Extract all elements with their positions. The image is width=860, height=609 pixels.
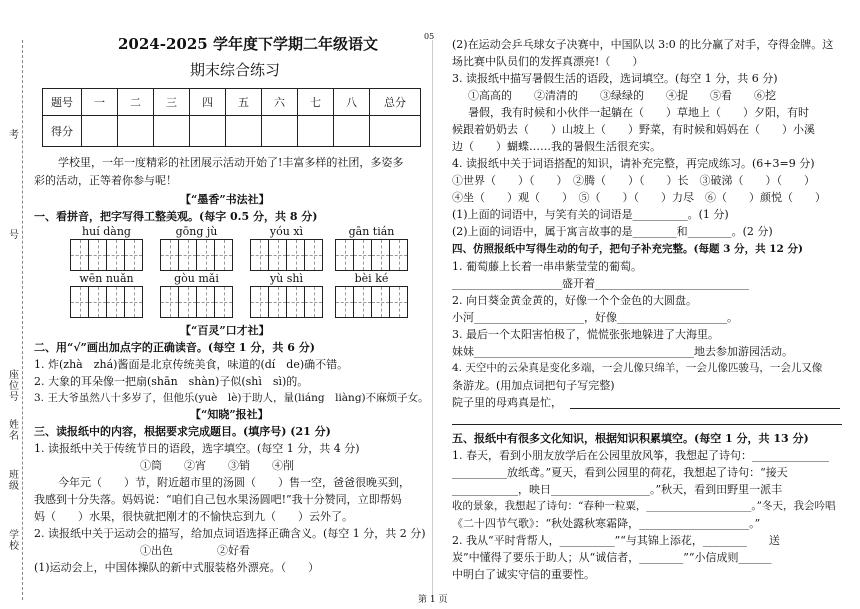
binding-line xyxy=(22,40,23,600)
q3-title: 三、读报纸中的内容，根据要求完成题目。(填序号) (21 分) xyxy=(34,425,331,438)
q4-4-example-1: 4. 天空中的云朵真是变化多端，一会儿像只绵羊，一会儿像匹骏马，一会儿又像 xyxy=(452,362,823,374)
score-cell: 七 xyxy=(298,89,334,116)
q5-1-line4: 收的景象，我想起了诗句：“春种一粒粟，____________________。”冬天，我会吟唱 xyxy=(452,500,836,512)
score-cell: 四 xyxy=(190,89,226,116)
q3-3-prompt: 3. 读报纸中描写暑假生活的语段，选词填空。(每空 1 分，共 6 分) xyxy=(452,72,778,85)
pinyin-label: wēn nuǎn xyxy=(79,272,134,285)
margin-label-class: 班级 xyxy=(9,470,19,492)
q5-1-line3: ____________，映日__________________。”秋天，看到田野里一派丰 xyxy=(452,483,783,496)
pinyin-box xyxy=(160,272,233,318)
score-cell: 题号 xyxy=(43,89,82,116)
q5-title: 五、报纸中有很多文化知识，根据知识积累填空。(每空 1 分，共 13 分) xyxy=(452,432,809,445)
writing-grid[interactable] xyxy=(335,239,408,271)
q3-3-options: ①高高的 ②清清的 ③绿绿的 ④捉 ⑤看 ⑥挖 xyxy=(468,89,776,102)
score-input[interactable] xyxy=(118,116,154,147)
margin-label-seat: 座位号 xyxy=(9,370,19,403)
club-heading-news: 【“知晓”报社】 xyxy=(190,408,269,421)
pinyin-label: yù shì xyxy=(269,272,304,285)
page-title: 2024-2025 学年度下学期二年级语文 xyxy=(118,35,378,53)
score-input[interactable] xyxy=(298,116,334,147)
q5-2-line3: 中明白了诚实守信的重要性。 xyxy=(452,568,595,581)
pinyin-label: huí dàng xyxy=(82,225,131,238)
pinyin-box xyxy=(70,225,143,271)
q4-title: 四、仿照报纸中写得生动的句子，把句子补充完整。(每题 3 分，共 12 分) xyxy=(452,243,803,255)
score-input[interactable] xyxy=(226,116,262,147)
writing-grid[interactable] xyxy=(250,239,323,271)
column-divider xyxy=(432,40,433,600)
q4-3-answer-line[interactable]: 妹妹________________________________________地去参加游园活动。 xyxy=(452,345,793,358)
score-input[interactable] xyxy=(262,116,298,147)
q4-3-example: 3. 最后一个太阳害怕极了，慌慌张张地躲进了大海里。 xyxy=(452,328,719,341)
page-code: 05 xyxy=(424,32,435,41)
pinyin-box xyxy=(335,272,408,318)
q5-1-line2: __________放纸鸢。”夏天，看到公园里的荷花，我想起了诗句：“接天 xyxy=(452,466,788,479)
score-cell: 三 xyxy=(154,89,190,116)
q5-1-line1: 1. 春天，看到小朋友放学后在公园里放风筝，我想起了诗句：______________ xyxy=(452,449,829,462)
score-table-header-row xyxy=(43,89,421,116)
q5-2-line2: 炭”中懂得了要乐于助人；从“诚信者，________”“小信成则______ xyxy=(452,551,772,564)
q3-1-passage-2: 我感到十分失落。妈妈说：“咱们自己包水果汤圆吧!”我十分赞同，立即帮妈 xyxy=(34,493,402,506)
intro-line-2: 彩的活动，正等着你参与呢！ xyxy=(34,174,177,187)
pinyin-label: gōng jù xyxy=(175,225,218,238)
margin-label-kao: 考 xyxy=(9,130,19,141)
q3-3-passage-3: 边（ ）蝴蝶……我的暑假生活很充实。 xyxy=(452,140,661,153)
q3-2-options: ①出色 ②好看 xyxy=(140,544,250,557)
page-footer: 第 1 页 xyxy=(418,595,448,605)
club-heading-speech: 【“百灵”口才社】 xyxy=(180,324,270,337)
pinyin-box xyxy=(160,225,233,271)
q4-4-example-2: 条游龙。(用加点词把句子写完整) xyxy=(452,379,615,392)
intro-line-1: 学校里，一年一度精彩的社团展示活动开始了!丰富多样的社团，多姿多 xyxy=(58,156,404,169)
club-heading-calligraphy: 【“墨香”书法社】 xyxy=(180,193,270,206)
q3-2-item-1: (1)运动会上，中国体操队的新中式服装格外漂亮。（ ） xyxy=(34,561,320,574)
q3-1-passage-1: 今年元（ ）节，附近超市里的汤圆（ ）售一空，爸爸很晚买到， xyxy=(58,476,410,489)
q3-2-item-2-line2: 场比赛中队员们的发挥真漂亮!（ ） xyxy=(452,55,644,68)
score-cell: 一 xyxy=(82,89,118,116)
score-row-label: 得分 xyxy=(43,116,82,147)
q3-1-passage-3: 妈（ ）水果，很快就把刚才的不愉快忘到九（ ）云外了。 xyxy=(34,510,353,523)
pinyin-box xyxy=(250,272,323,318)
q3-4-prompt: 4. 读报纸中关于词语搭配的知识，请补充完整，再完成练习。(6+3=9 分) xyxy=(452,157,815,170)
score-input[interactable] xyxy=(190,116,226,147)
q3-2-prompt: 2. 读报纸中关于运动会的描写，给加点词语选择正确含义。(每空 1 分，共 2 分) xyxy=(34,527,426,540)
pinyin-box xyxy=(250,225,323,271)
q3-1-options: ①筒 ②宵 ③销 ④削 xyxy=(140,459,294,472)
q5-1-line5: 《二十四节气歌》：“秋处露秋寒霜降，____________________。” xyxy=(452,517,761,530)
margin-label-name: 姓名 xyxy=(9,420,19,442)
q2-item-1: 1. 炸(zhà zhá)酱面是北京传统美食，味道的(dí de)确不错。 xyxy=(34,358,349,371)
q3-4-sub-1: (1)上面的词语中，与笑有关的词语是__________。(1 分) xyxy=(452,208,729,221)
pinyin-label: bèi ké xyxy=(354,272,389,285)
score-input[interactable] xyxy=(370,116,421,147)
writing-grid[interactable] xyxy=(335,286,408,318)
q3-3-passage-1: 暑假，我有时候和小伙伴一起躺在（ ）草地上（ ）夕阳，有时 xyxy=(468,106,809,119)
writing-grid[interactable] xyxy=(70,286,143,318)
writing-grid[interactable] xyxy=(160,286,233,318)
pinyin-box xyxy=(335,225,408,271)
score-cell: 八 xyxy=(334,89,370,116)
margin-label-school: 学校 xyxy=(9,530,19,552)
q3-3-passage-2: 候跟着奶奶去（ ）山坡上（ ）野菜，有时候和妈妈在（ ）小溪 xyxy=(452,123,815,136)
q4-1-answer-line[interactable]: ____________________盛开着____________________________ xyxy=(452,277,749,290)
margin-label-hao: 号 xyxy=(9,230,19,241)
q4-4-answer-start[interactable]: 院子里的母鸡真是忙， xyxy=(452,396,562,409)
q3-4-sub-2: (2)上面的词语中，属于寓言故事的是________和________。(2 分) xyxy=(452,225,773,238)
q3-4-row-1: ①世界（ ）（ ） ②腾（ ）（ ）长 ③破涕（ ）（ ） xyxy=(452,174,815,187)
writing-grid[interactable] xyxy=(70,239,143,271)
writing-grid[interactable] xyxy=(250,286,323,318)
pinyin-label: yóu xì xyxy=(269,225,304,238)
binding-margin xyxy=(0,0,28,609)
q2-item-3: 3. 王大爷虽然八十多岁了，但他乐(yuè lè)于助人，量(liáng liàng)不麻烦子女。 xyxy=(34,392,429,404)
score-cell: 六 xyxy=(262,89,298,116)
q3-4-row-2: ④坐（ ）观（ ） ⑤（ ）（ ）力尽 ⑥（ ）颜悦（ ） xyxy=(452,191,826,204)
pinyin-box xyxy=(70,272,143,318)
answer-line[interactable] xyxy=(452,424,842,425)
q4-1-example: 1. 葡萄藤上长着一串串紫莹莹的葡萄。 xyxy=(452,260,642,273)
q3-1-prompt: 1. 读报纸中关于传统节日的语段，选字填空。(每空 1 分，共 4 分) xyxy=(34,442,360,455)
score-input[interactable] xyxy=(82,116,118,147)
q5-2-line1: 2. 我从“平时背帮人，__________”“与其锦上添花，________ 送 xyxy=(452,534,780,547)
pinyin-label: gān tián xyxy=(348,225,395,238)
writing-grid[interactable] xyxy=(160,239,233,271)
q4-2-answer-line[interactable]: 小河____________________，好像____________________。 xyxy=(452,311,738,324)
page-subtitle: 期末综合练习 xyxy=(190,61,281,79)
score-cell: 二 xyxy=(118,89,154,116)
q4-2-example: 2. 向日葵金黄金黄的，好像一个个金色的大圆盘。 xyxy=(452,294,697,307)
q2-title: 二、用“√”画出加点字的正确读音。(每空 1 分，共 6 分) xyxy=(34,341,315,354)
score-cell: 总分 xyxy=(370,89,421,116)
q3-2-item-2-line1: (2)在运动会乒乓球女子决赛中，中国队以 3:0 的比分赢了对手，夺得金牌。这 xyxy=(452,38,834,51)
score-table xyxy=(42,88,421,147)
score-input[interactable] xyxy=(334,116,370,147)
score-cell: 五 xyxy=(226,89,262,116)
answer-line[interactable] xyxy=(570,408,840,409)
score-table-score-row xyxy=(43,116,421,147)
score-input[interactable] xyxy=(154,116,190,147)
q1-title: 一、看拼音，把字写得工整美观。(每字 0.5 分，共 8 分) xyxy=(34,210,318,223)
pinyin-label: gòu mǎi xyxy=(174,272,219,285)
q2-item-2: 2. 大象的耳朵像一把扇(shān shàn)子似(shì sì)的。 xyxy=(34,375,309,388)
